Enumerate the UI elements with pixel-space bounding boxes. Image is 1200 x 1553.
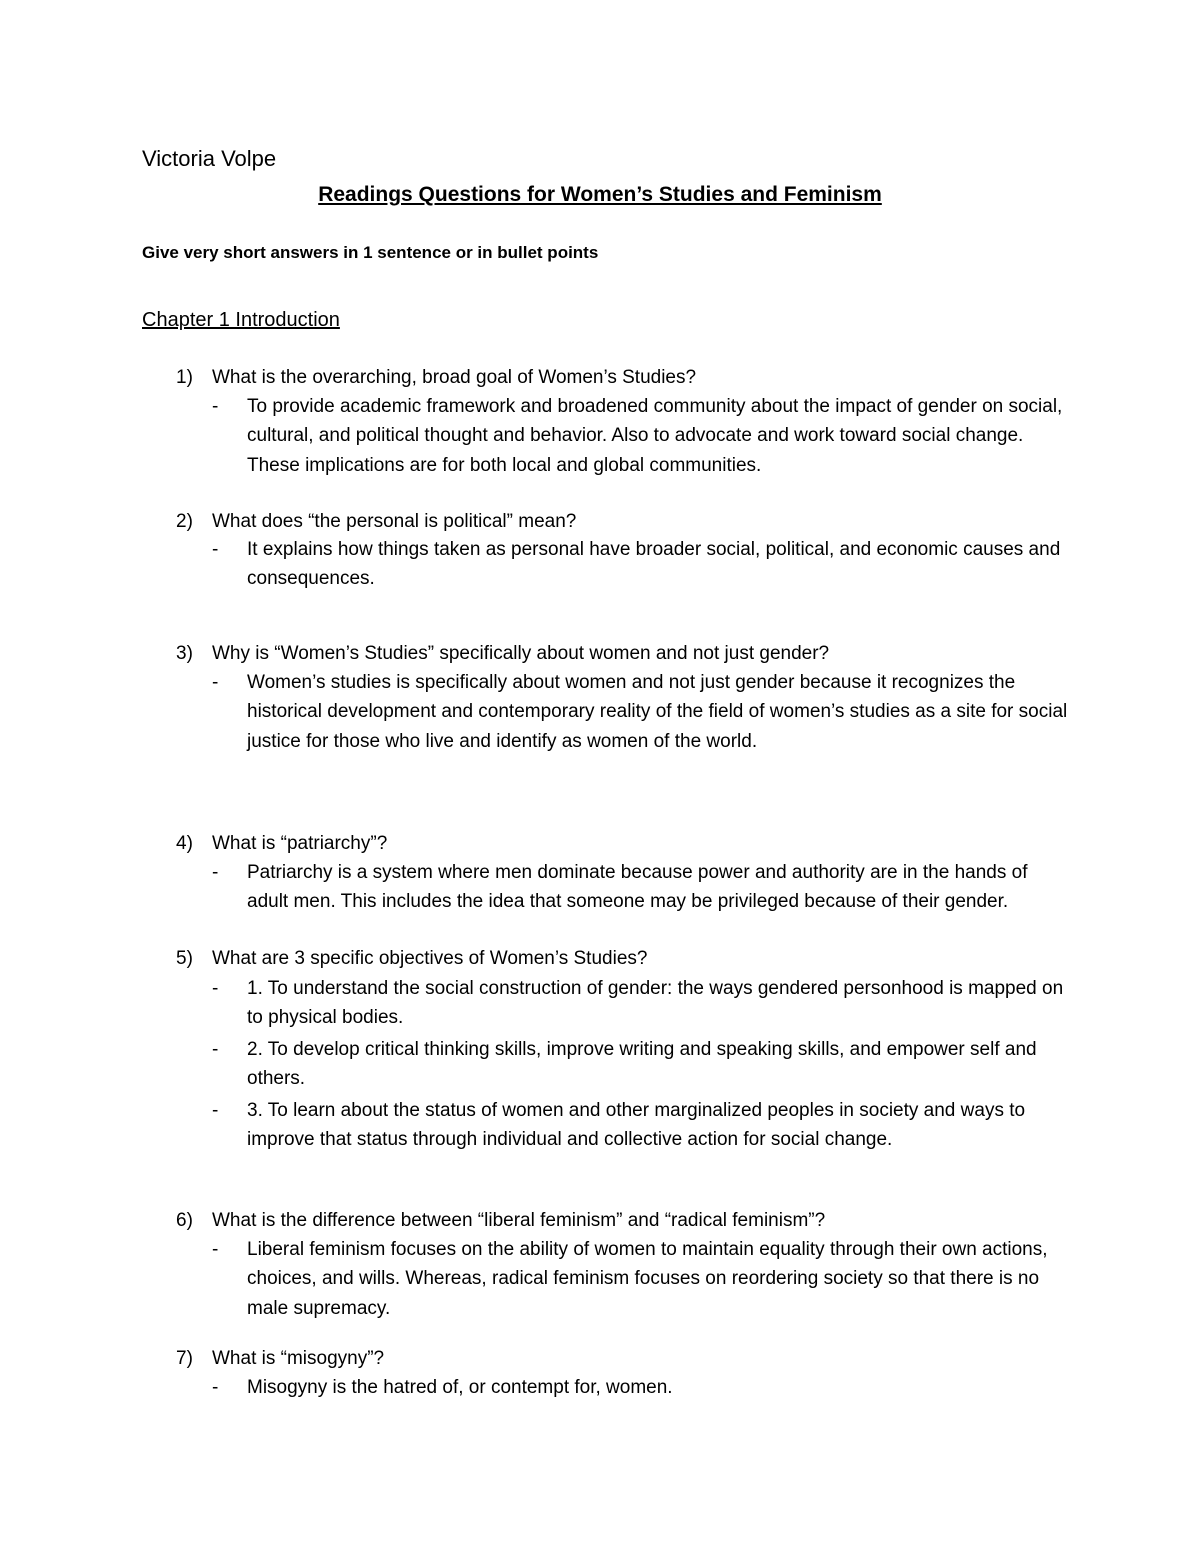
answer-5-2	[212, 1035, 1072, 1094]
answer-text: 2. To develop critical thinking skills, improve writing and speaking skills, and empower self and others.	[247, 1039, 1037, 1090]
bullet-dash: -	[212, 396, 219, 417]
answer-4	[212, 858, 1072, 917]
answer-5-1	[212, 974, 1072, 1033]
bullet-dash: -	[212, 1100, 219, 1121]
question-number: 6)	[176, 1210, 193, 1231]
question-text: What is “patriarchy”?	[212, 833, 388, 854]
answer-text: Liberal feminism focuses on the ability of women to maintain equality through their own actions, choices, and wills. Whereas, radical feminism focuses on reordering society so that there is no male supremacy.	[247, 1239, 1048, 1319]
question-text: What are 3 specific objectives of Women’s Studies?	[212, 948, 648, 969]
question-text: What is “misogyny”?	[212, 1348, 385, 1369]
answer-7	[212, 1373, 1072, 1402]
bullet-dash: -	[212, 1377, 219, 1398]
question-number: 2)	[176, 511, 193, 532]
answer-6	[212, 1235, 1072, 1323]
question-number: 1)	[176, 367, 193, 388]
question-text: What is the overarching, broad goal of Women’s Studies?	[212, 367, 697, 388]
answer-text: It explains how things taken as personal have broader social, political, and economic causes and consequences.	[247, 539, 1061, 590]
instructions: Give very short answers in 1 sentence or in bullet points	[142, 243, 599, 262]
author-name: Victoria Volpe	[142, 146, 277, 171]
question-text: What is the difference between “liberal feminism” and “radical feminism”?	[212, 1210, 826, 1231]
answer-3	[212, 668, 1072, 756]
answer-text: Misogyny is the hatred of, or contempt for, women.	[247, 1377, 673, 1398]
question-text: Why is “Women’s Studies” specifically about women and not just gender?	[212, 643, 830, 664]
answer-2	[212, 535, 1072, 594]
answer-text: To provide academic framework and broadened community about the impact of gender on social, cultural, and political thought and behavior. Also to advocate and work toward social change. These implications are for both local and global communities.	[247, 396, 1063, 476]
bullet-dash: -	[212, 978, 219, 999]
answer-1	[212, 392, 1072, 480]
question-number: 4)	[176, 833, 193, 854]
answer-5-3	[212, 1096, 1072, 1155]
answer-text: 1. To understand the social construction of gender: the ways gendered personhood is mapped on to physical bodies.	[247, 978, 1064, 1029]
chapter-heading: Chapter 1 Introduction	[142, 309, 340, 331]
answer-text: Patriarchy is a system where men dominate because power and authority are in the hands of adult men. This includes the idea that someone may be privileged because of their gender.	[247, 862, 1028, 913]
question-number: 5)	[176, 948, 193, 969]
bullet-dash: -	[212, 1039, 219, 1060]
page-title: Readings Questions for Women’s Studies and Feminism	[318, 183, 882, 206]
bullet-dash: -	[212, 1239, 219, 1260]
bullet-dash: -	[212, 539, 219, 560]
answer-text: Women’s studies is specifically about women and not just gender because it recognizes the historical development and contemporary reality of the field of women’s studies as a site for social justice for those who live and identify as women of the world.	[247, 672, 1068, 752]
question-text: What does “the personal is political” mean?	[212, 511, 577, 532]
question-number: 3)	[176, 643, 193, 664]
question-number: 7)	[176, 1348, 193, 1369]
bullet-dash: -	[212, 672, 219, 693]
bullet-dash: -	[212, 862, 219, 883]
answer-text: 3. To learn about the status of women and other marginalized peoples in society and ways to improve that status through individual and collective action for social change.	[247, 1100, 1026, 1151]
